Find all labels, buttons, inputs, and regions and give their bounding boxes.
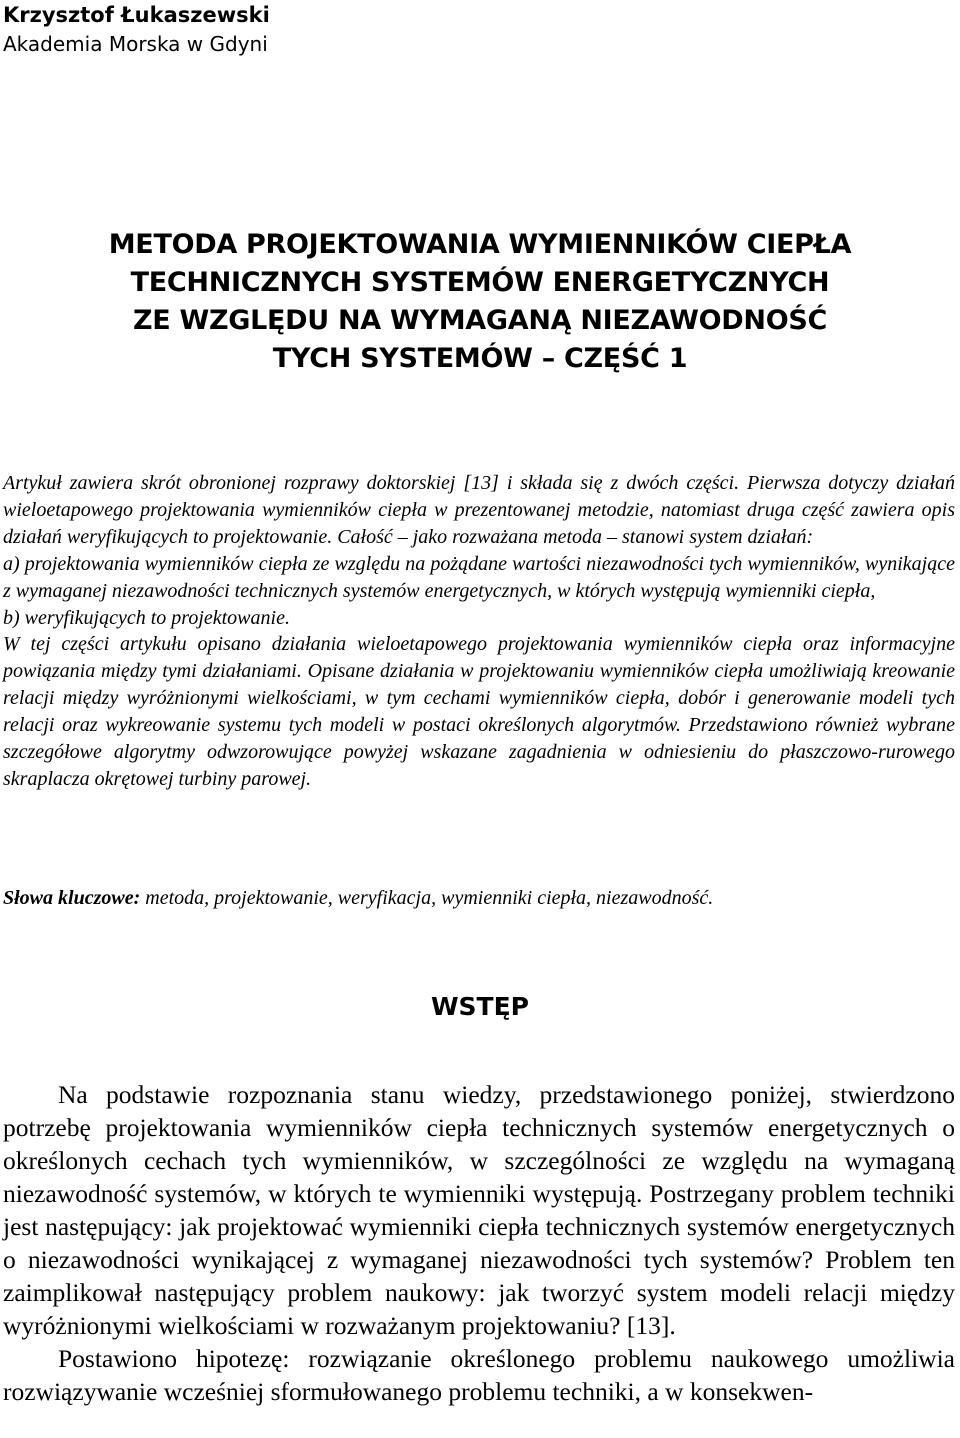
title-line: METODA PROJEKTOWANIA WYMIENNIKÓW CIEPŁA	[108, 229, 852, 260]
abstract-list-item: a) projektowania wymienników ciepła ze względu na pożądane wartości niezawodności tych wymienników, wynikające z wymaganej niezawodności technicznych systemów energetycznych, w których występują wymienniki ciepła,	[3, 552, 955, 602]
title-line: TECHNICZNYCH SYSTEMÓW ENERGETYCZNYCH	[130, 267, 830, 298]
keywords-label: Słowa kluczowe:	[3, 887, 141, 909]
abstract-list-item: b) weryfikujących to projektowanie.	[3, 606, 290, 629]
paper-title	[0, 226, 960, 378]
abstract-paragraph: Artykuł zawiera skrót obronionej rozprawy doktorskiej [13] i składa się z dwóch części. Pierwsza dotyczy działań wieloetapowego projektowania wymienników ciepła w prezentowanej metodzie, natomiast druga część zawiera opis działań weryfikujących to projektowanie. Całość – jako rozważana metoda – stanowi system działań:	[3, 472, 955, 548]
abstract	[3, 470, 955, 793]
keywords	[3, 885, 955, 912]
body-text	[3, 1078, 955, 1408]
keywords-text: metoda, projektowanie, weryfikacja, wymienniki ciepła, niezawodność.	[140, 887, 714, 909]
title-line: ZE WZGLĘDU NA WYMAGANĄ NIEZAWODNOŚĆ	[132, 305, 828, 336]
author-name: Krzysztof Łukaszewski	[3, 3, 270, 27]
section-heading: WSTĘP	[430, 992, 530, 1021]
author-affiliation: Akademia Morska w Gdyni	[3, 32, 268, 56]
author-block	[3, 0, 270, 58]
title-line: TYCH SYSTEMÓW – CZĘŚĆ 1	[272, 343, 688, 374]
abstract-paragraph: W tej części artykułu opisano działania wieloetapowego projektowania wymienników ciepła oraz informacyjne powiązania między tymi działaniami. Opisane działania w projektowaniu wymienników ciepła umożliwiają kreowanie relacji między wyróżnionymi wielkościami, w tym cechami wymienników ciepła, dobór i generowanie modeli tych relacji oraz wykreowanie systemu tych modeli w postaci określonych algorytmów. Przedstawiono również wybrane szczegółowe algorytmy odwzorowujące powyżej wskazane zagadnienia w odniesieniu do płaszczowo-rurowego skraplacza okrętowej turbiny parowej.	[3, 633, 955, 790]
body-paragraph: Na podstawie rozpoznania stanu wiedzy, przedstawionego poniżej, stwierdzono potrzebę projektowania wymienników ciepła technicznych systemów energetycznych o określonych cechach tych wymienników, w szczególności ze względu na wymaganą niezawodność systemów, w których te wymienniki występują. Postrzegany problem techniki jest następujący: jak projektować wymienniki ciepła technicznych systemów energetycznych o niezawodności wynikającej z wymaganej niezawodności tych systemów? Problem ten zaimplikował następujący problem naukowy: jak tworzyć system modeli relacji między wyróżnionymi wielkościami w rozważanym projektowaniu? [13].	[3, 1080, 955, 1340]
body-paragraph: Postawiono hipotezę: rozwiązanie określonego problemu naukowego umożliwia rozwiązywanie wcześniej sformułowanego problemu techniki, a w konsekwen-	[3, 1344, 955, 1406]
